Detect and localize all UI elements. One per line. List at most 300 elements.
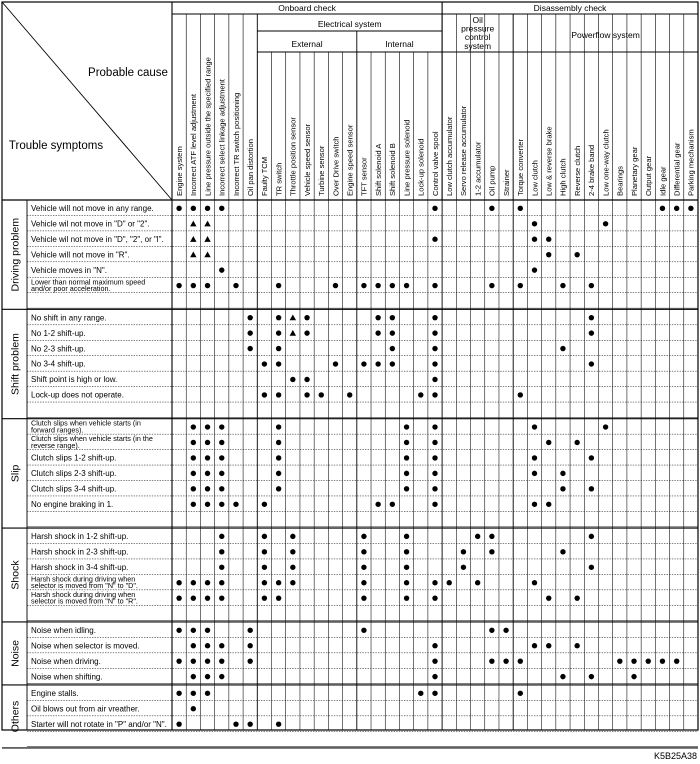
dot-mark — [390, 330, 395, 335]
dot-mark — [276, 283, 281, 288]
dot-mark — [219, 658, 224, 663]
dot-mark — [589, 455, 594, 460]
symptom-text: and/or poor acceleration. — [31, 283, 111, 293]
symptom-text: forward ranges). — [31, 425, 84, 435]
dot-mark — [589, 330, 594, 335]
column-header: 2-4 brake band — [587, 144, 597, 196]
dot-mark — [432, 502, 437, 507]
onboard-check-header: Onboard check — [278, 3, 336, 13]
dot-mark — [532, 643, 537, 648]
dot-mark — [432, 330, 437, 335]
dot-mark — [219, 502, 224, 507]
category-label: Shock — [9, 560, 22, 590]
dot-mark — [304, 377, 309, 382]
dot-mark — [191, 424, 196, 429]
symptom-text: Noise when shifting. — [31, 672, 103, 682]
dot-mark — [631, 658, 636, 663]
dot-mark — [560, 486, 565, 491]
triangle-mark — [190, 236, 196, 242]
dot-mark — [532, 267, 537, 272]
symptom-text: Lower than normal maximum speed — [31, 277, 146, 287]
dot-mark — [319, 392, 324, 397]
dot-mark — [518, 206, 523, 211]
dot-mark — [361, 628, 366, 633]
dot-mark — [432, 392, 437, 397]
dot-mark — [219, 455, 224, 460]
oil-pressure-header-line: pressure — [461, 23, 495, 34]
dot-mark — [361, 534, 366, 539]
dot-mark — [432, 471, 437, 476]
category-label: Noise — [9, 640, 22, 667]
dot-mark — [191, 580, 196, 585]
dot-mark — [276, 346, 281, 351]
dot-mark — [432, 346, 437, 351]
dot-mark — [290, 565, 295, 570]
dot-mark — [489, 658, 494, 663]
column-header: Parking mechanism — [686, 129, 696, 196]
dot-mark — [361, 283, 366, 288]
dot-mark — [247, 346, 252, 351]
dot-mark — [276, 455, 281, 460]
dot-mark — [176, 628, 181, 633]
column-header: 1-2 accumulator — [473, 141, 483, 196]
dot-mark — [276, 580, 281, 585]
dot-mark — [262, 534, 267, 539]
dot-mark — [574, 252, 579, 257]
dot-mark — [546, 595, 551, 600]
dot-mark — [304, 330, 309, 335]
dot-mark — [518, 691, 523, 696]
category-label: Others — [9, 700, 22, 733]
dot-mark — [432, 658, 437, 663]
column-header: TFT sensor — [359, 157, 369, 196]
triangle-mark — [190, 221, 196, 227]
dot-mark — [176, 283, 181, 288]
dot-mark — [304, 315, 309, 320]
dot-mark — [276, 440, 281, 445]
dot-mark — [546, 502, 551, 507]
dot-mark — [205, 595, 210, 600]
column-header: Shift solenoid B — [388, 143, 398, 196]
symptom-text: Clutch slips 1-2 shift-up. — [31, 453, 117, 463]
dot-mark — [290, 549, 295, 554]
column-header: Oil pan distortion — [245, 139, 255, 197]
dot-mark — [432, 361, 437, 366]
internal-header: Internal — [385, 39, 414, 49]
dot-mark — [418, 691, 423, 696]
dot-mark — [247, 315, 252, 320]
column-header: Differential gear — [672, 142, 682, 196]
dot-mark — [176, 658, 181, 663]
column-header: High clutch — [558, 158, 568, 196]
dot-mark — [475, 580, 480, 585]
dot-mark — [276, 424, 281, 429]
symptom-text: No 2-3 shift-up. — [31, 344, 86, 354]
dot-mark — [176, 580, 181, 585]
symptom-text: Noise when driving. — [31, 656, 101, 666]
dot-mark — [361, 565, 366, 570]
symptom-text: Clutch slips 3-4 shift-up. — [31, 484, 117, 494]
dot-mark — [176, 721, 181, 726]
dot-mark — [546, 252, 551, 257]
column-header: Torque converter — [516, 139, 526, 196]
dot-mark — [219, 424, 224, 429]
dot-mark — [390, 502, 395, 507]
dot-mark — [603, 221, 608, 226]
dot-mark — [404, 424, 409, 429]
dot-mark — [191, 486, 196, 491]
dot-mark — [432, 237, 437, 242]
dot-mark — [404, 565, 409, 570]
dot-mark — [617, 658, 622, 663]
dot-mark — [432, 595, 437, 600]
dot-mark — [432, 283, 437, 288]
powerflow-system-header: Powerflow system — [571, 30, 640, 40]
symptom-text: No shift in any range. — [31, 313, 107, 323]
dot-mark — [688, 206, 693, 211]
dot-mark — [404, 549, 409, 554]
figure-code: K5B25A38 — [653, 751, 697, 761]
triangle-mark — [290, 330, 296, 336]
column-header: Turbine sensor — [317, 145, 327, 196]
column-header: Engine system — [174, 146, 184, 196]
dot-mark — [219, 206, 224, 211]
dot-mark — [404, 471, 409, 476]
dot-mark — [347, 392, 352, 397]
dot-mark — [503, 628, 508, 633]
dot-mark — [589, 283, 594, 288]
column-header: Strainer — [501, 169, 511, 196]
dot-mark — [432, 691, 437, 696]
dot-mark — [589, 534, 594, 539]
dot-mark — [560, 346, 565, 351]
dot-mark — [404, 440, 409, 445]
dot-mark — [375, 330, 380, 335]
column-header: Output gear — [644, 155, 654, 196]
dot-mark — [489, 206, 494, 211]
dot-mark — [191, 502, 196, 507]
symptom-text: selector is moved from "N" to "D". — [31, 581, 138, 590]
dot-mark — [475, 534, 480, 539]
column-header: Faulty TCM — [260, 156, 270, 196]
dot-mark — [219, 549, 224, 554]
dot-mark — [375, 361, 380, 366]
dot-mark — [276, 486, 281, 491]
dot-mark — [574, 595, 579, 600]
dot-mark — [219, 565, 224, 570]
dot-mark — [560, 471, 565, 476]
dot-mark — [205, 283, 210, 288]
dot-mark — [205, 440, 210, 445]
dot-mark — [262, 595, 267, 600]
column-header: Shift solenoid A — [373, 143, 383, 196]
dot-mark — [589, 486, 594, 491]
dot-mark — [191, 658, 196, 663]
dot-mark — [191, 283, 196, 288]
dot-mark — [646, 658, 651, 663]
dot-mark — [375, 315, 380, 320]
symptom-text: Starter will not rotate in "P" and/or "N". — [31, 719, 167, 729]
dot-mark — [560, 283, 565, 288]
dot-mark — [361, 549, 366, 554]
dot-mark — [375, 283, 380, 288]
dot-mark — [290, 534, 295, 539]
dot-mark — [205, 691, 210, 696]
triangle-mark — [204, 221, 210, 227]
dot-mark — [262, 580, 267, 585]
dot-mark — [191, 595, 196, 600]
dot-mark — [233, 502, 238, 507]
dot-mark — [205, 471, 210, 476]
dot-mark — [276, 471, 281, 476]
dot-mark — [404, 486, 409, 491]
column-header: TR switch — [274, 162, 284, 196]
symptom-text: Oil blows out from air vreather. — [31, 704, 140, 714]
dot-mark — [546, 440, 551, 445]
dot-mark — [262, 361, 267, 366]
dot-mark — [447, 580, 452, 585]
dot-mark — [191, 440, 196, 445]
dot-mark — [276, 330, 281, 335]
dot-mark — [560, 674, 565, 679]
dot-mark — [432, 580, 437, 585]
external-header: External — [291, 39, 323, 49]
dot-mark — [660, 206, 665, 211]
dot-mark — [432, 455, 437, 460]
dot-mark — [247, 721, 252, 726]
dot-mark — [276, 721, 281, 726]
dot-mark — [574, 440, 579, 445]
oil-pressure-header-line: control — [464, 32, 491, 43]
dot-mark — [489, 283, 494, 288]
probable-cause-label: Probable cause — [88, 67, 168, 79]
dot-mark — [560, 549, 565, 554]
dot-mark — [205, 206, 210, 211]
dot-mark — [489, 534, 494, 539]
dot-mark — [176, 691, 181, 696]
symptom-text: Lock-up does not operate. — [31, 390, 124, 400]
disassembly-check-header: Disassembly check — [533, 3, 607, 13]
electrical-system-header: Electrical system — [317, 19, 382, 29]
column-header: Incorrect select linkage adjustment — [217, 79, 227, 196]
dot-mark — [191, 691, 196, 696]
column-header: Line pressure solenoid — [402, 119, 412, 196]
dot-mark — [276, 361, 281, 366]
dot-mark — [532, 471, 537, 476]
dot-mark — [532, 237, 537, 242]
dot-mark — [262, 565, 267, 570]
dot-mark — [432, 643, 437, 648]
dot-mark — [205, 580, 210, 585]
dot-mark — [205, 502, 210, 507]
dot-mark — [404, 595, 409, 600]
dot-mark — [589, 565, 594, 570]
dot-mark — [589, 361, 594, 366]
dot-mark — [176, 595, 181, 600]
dot-mark — [432, 440, 437, 445]
dot-mark — [176, 206, 181, 211]
dot-mark — [219, 440, 224, 445]
dot-mark — [247, 658, 252, 663]
symptom-text: Harsh shock during driving when — [31, 574, 136, 584]
symptom-text: Vehicle wil not move in "D" or "2". — [31, 219, 150, 229]
trouble-symptoms-label: Trouble symptoms — [8, 140, 104, 152]
dot-mark — [532, 455, 537, 460]
dot-mark — [404, 455, 409, 460]
oil-pressure-header-line: Oil — [472, 15, 483, 25]
column-header: Low & reverse brake — [544, 126, 554, 196]
dot-mark — [574, 643, 579, 648]
dot-mark — [219, 534, 224, 539]
dot-mark — [589, 315, 594, 320]
dot-mark — [219, 486, 224, 491]
dot-mark — [333, 283, 338, 288]
dot-mark — [276, 595, 281, 600]
triangle-mark — [290, 314, 296, 320]
dot-mark — [518, 392, 523, 397]
dot-mark — [290, 580, 295, 585]
dot-mark — [205, 628, 210, 633]
symptom-text: Harsh shock in 2-3 shift-up. — [31, 547, 129, 557]
dot-mark — [489, 549, 494, 554]
dot-mark — [660, 658, 665, 663]
dot-mark — [390, 283, 395, 288]
dot-mark — [191, 706, 196, 711]
dot-mark — [589, 674, 594, 679]
category-label: Slip — [9, 464, 22, 483]
oil-pressure-header-line: system — [464, 40, 492, 51]
dot-mark — [205, 486, 210, 491]
dot-mark — [404, 580, 409, 585]
column-header: Planetary gear — [629, 146, 639, 196]
column-header: Low clutch accumulator — [445, 116, 455, 196]
dot-mark — [390, 315, 395, 320]
dot-mark — [219, 643, 224, 648]
dot-mark — [375, 502, 380, 507]
dot-mark — [276, 315, 281, 320]
symptom-text: Vehicle will not move in "R". — [31, 250, 130, 260]
dot-mark — [247, 643, 252, 648]
dot-mark — [191, 206, 196, 211]
dot-mark — [262, 502, 267, 507]
dot-mark — [461, 549, 466, 554]
dot-mark — [262, 549, 267, 554]
column-header: Vehicle speed sensor — [302, 123, 312, 196]
dot-mark — [361, 361, 366, 366]
symptom-text: Harsh shock in 1-2 shift-up. — [31, 532, 129, 542]
dot-mark — [219, 580, 224, 585]
triangle-mark — [190, 251, 196, 257]
dot-mark — [205, 658, 210, 663]
symptom-text: selector is moved from "N" to "R". — [31, 596, 138, 606]
dot-mark — [404, 534, 409, 539]
column-header: Lock-up solenoid — [416, 138, 426, 196]
dot-mark — [219, 674, 224, 679]
dot-mark — [304, 392, 309, 397]
column-header: Over Drive switch — [331, 136, 341, 196]
dot-mark — [674, 206, 679, 211]
dot-mark — [432, 206, 437, 211]
dot-mark — [546, 237, 551, 242]
dot-mark — [674, 658, 679, 663]
dot-mark — [503, 658, 508, 663]
dot-mark — [432, 315, 437, 320]
dot-mark — [191, 674, 196, 679]
dot-mark — [205, 643, 210, 648]
column-header: Incorrect ATF level adjustment — [189, 94, 199, 196]
column-header: Oil pump — [487, 165, 497, 196]
column-header: Throttle position sensor — [288, 117, 298, 196]
dot-mark — [247, 628, 252, 633]
dot-mark — [233, 721, 238, 726]
corner-diagonal — [2, 2, 172, 200]
dot-mark — [390, 361, 395, 366]
dot-mark — [418, 392, 423, 397]
symptom-text: Shift point is high or low. — [31, 375, 118, 385]
dot-mark — [532, 502, 537, 507]
dot-mark — [603, 424, 608, 429]
column-header: Servo release accumulator — [459, 105, 469, 196]
symptom-text: No 3-4 shift-up. — [31, 359, 86, 369]
dot-mark — [262, 392, 267, 397]
column-header: Idle gear — [658, 166, 668, 196]
dot-mark — [361, 595, 366, 600]
column-header: Control valve spool — [430, 131, 440, 196]
dot-mark — [461, 565, 466, 570]
dot-mark — [432, 486, 437, 491]
dot-mark — [404, 283, 409, 288]
column-header: Low clutch — [530, 160, 540, 196]
column-header: Low one-way clutch — [601, 129, 611, 196]
dot-mark — [205, 455, 210, 460]
dot-mark — [432, 424, 437, 429]
category-label: Shift problem — [9, 333, 22, 395]
dot-mark — [432, 674, 437, 679]
triangle-mark — [204, 251, 210, 257]
column-header: Reverse clutch — [572, 145, 582, 196]
dot-mark — [219, 471, 224, 476]
symptom-text: Vehicle will not move in any range. — [31, 204, 154, 213]
dot-mark — [532, 221, 537, 226]
dot-mark — [191, 471, 196, 476]
symptom-text: Vehicle moves in "N". — [31, 265, 107, 275]
category-label: Driving problem — [9, 217, 22, 292]
triangle-mark — [204, 236, 210, 242]
dot-mark — [489, 628, 494, 633]
dot-mark — [233, 283, 238, 288]
symptom-text: Engine stalls. — [31, 688, 79, 698]
dot-mark — [219, 595, 224, 600]
symptom-text: reverse range). — [31, 440, 80, 450]
dot-mark — [532, 580, 537, 585]
dot-mark — [276, 392, 281, 397]
column-header: Bearings — [615, 166, 625, 196]
column-header: Engine speed sensor — [345, 124, 355, 196]
column-header: Incorrect TR switch positioning — [231, 92, 241, 196]
dot-mark — [191, 628, 196, 633]
dot-mark — [546, 643, 551, 648]
dot-mark — [290, 377, 295, 382]
symptom-text: Clutch slips when vehicle starts (in — [31, 418, 141, 428]
dot-mark — [191, 643, 196, 648]
dot-mark — [361, 580, 366, 585]
symptom-text: Noise when idling. — [31, 625, 96, 635]
symptom-text: Harsh shock during driving when — [31, 589, 136, 599]
dot-mark — [532, 424, 537, 429]
dot-mark — [518, 283, 523, 288]
column-header: Line pressure outside the specified range — [203, 57, 213, 196]
symptom-text: Harsh shock in 3-4 shift-up. — [31, 562, 129, 572]
